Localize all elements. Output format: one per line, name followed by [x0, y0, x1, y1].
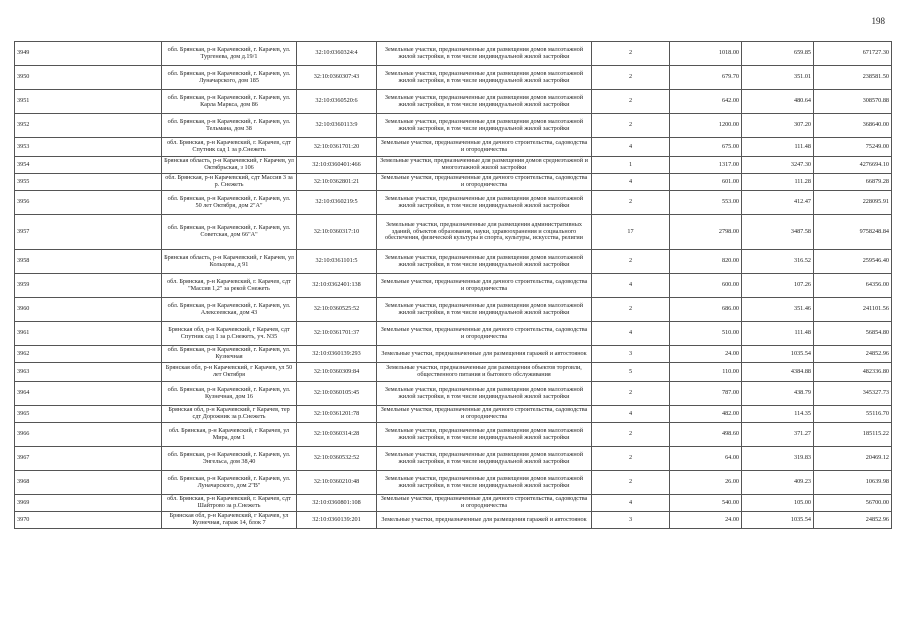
- group-cell: 2: [592, 250, 670, 274]
- table-row: [15, 406, 892, 423]
- row-number: 3951: [15, 90, 162, 114]
- address-cell: обл. Брянская, р-н Карачевский, г. Карачев, ул. Тургенева, дом д.19/1: [162, 42, 297, 66]
- row-number: 3950: [15, 66, 162, 90]
- specific-value-cell: 351.46: [742, 298, 814, 322]
- address-cell: Брянская область, р-н Карачевский, г Карачев, ул Кольцова, д 91: [162, 250, 297, 274]
- cadastral-value-cell: 671727.30: [814, 42, 892, 66]
- row-number: 3968: [15, 471, 162, 495]
- table-row: [15, 191, 892, 215]
- cadastral-value-cell: 9758248.84: [814, 215, 892, 250]
- land-use-cell: Земельные участки, предназначенные для размещения домов малоэтажной жилой застройки, в том числе индивидуальной жилой застройки: [377, 447, 592, 471]
- group-cell: 1: [592, 157, 670, 174]
- cadastral-number-cell: 32:10:0360309:84: [297, 363, 377, 382]
- area-cell: 64.00: [670, 447, 742, 471]
- table-row: [15, 138, 892, 157]
- land-use-cell: Земельные участки, предназначенные для дачного строительства, садоводства и огородничества: [377, 322, 592, 346]
- row-number: 3967: [15, 447, 162, 471]
- group-cell: 2: [592, 114, 670, 138]
- cadastral-value-cell: 259546.40: [814, 250, 892, 274]
- group-cell: 2: [592, 382, 670, 406]
- cadastral-number-cell: 32:10:0360139:201: [297, 512, 377, 529]
- row-number: 3961: [15, 322, 162, 346]
- table-row: [15, 66, 892, 90]
- area-cell: 600.00: [670, 274, 742, 298]
- specific-value-cell: 480.64: [742, 90, 814, 114]
- address-cell: обл. Брянская, р-н Карачевский, г. Карачев, ул. Кузнечная: [162, 346, 297, 363]
- specific-value-cell: 111.28: [742, 174, 814, 191]
- area-cell: 510.00: [670, 322, 742, 346]
- cadastral-value-cell: 24852.96: [814, 512, 892, 529]
- land-use-cell: Земельные участки, предназначенные для размещения домов малоэтажной жилой застройки, в том числе индивидуальной жилой застройки: [377, 90, 592, 114]
- table-row: [15, 322, 892, 346]
- cadastral-number-cell: 32:10:0360317:10: [297, 215, 377, 250]
- specific-value-cell: 659.85: [742, 42, 814, 66]
- address-cell: обл. Брянская, р-н Карачевский, г. Карачев, сдт Спутник сад 1 за р.Снежеть: [162, 138, 297, 157]
- land-use-cell: Земельные участки, предназначенные для размещения гаражей и автостоянок: [377, 346, 592, 363]
- cadastral-number-cell: 32:10:0360324:4: [297, 42, 377, 66]
- row-number: 3960: [15, 298, 162, 322]
- specific-value-cell: 371.27: [742, 423, 814, 447]
- area-cell: 482.00: [670, 406, 742, 423]
- address-cell: Брянская обл, р-н Карачевский, г Карачев, ул 50 лет Октября: [162, 363, 297, 382]
- cadastral-value-cell: 20469.12: [814, 447, 892, 471]
- table-row: [15, 42, 892, 66]
- land-use-cell: Земельные участки, предназначенные для размещения домов малоэтажной жилой застройки, в том числе индивидуальной жилой застройки: [377, 471, 592, 495]
- address-cell: обл. Брянская, р-н Карачевский, г. Карачев, сдт Шайтрово за р.Снежеть: [162, 495, 297, 512]
- address-cell: обл. Брянская, р-н Карачевский, г. Карачев, ул. Тельмана, дом 38: [162, 114, 297, 138]
- row-number: 3970: [15, 512, 162, 529]
- area-cell: 1018.00: [670, 42, 742, 66]
- area-cell: 1317.00: [670, 157, 742, 174]
- row-number: 3966: [15, 423, 162, 447]
- row-number: 3965: [15, 406, 162, 423]
- group-cell: 2: [592, 471, 670, 495]
- table-row: [15, 363, 892, 382]
- cadastral-number-cell: 32:10:0360307:43: [297, 66, 377, 90]
- cadastral-value-cell: 75249.00: [814, 138, 892, 157]
- land-use-cell: Земельные участки, предназначенные для дачного строительства, садоводства и огородничества: [377, 495, 592, 512]
- page-number: 198: [871, 16, 885, 26]
- area-cell: 540.00: [670, 495, 742, 512]
- specific-value-cell: 316.52: [742, 250, 814, 274]
- table-row: [15, 471, 892, 495]
- group-cell: 5: [592, 363, 670, 382]
- cadastral-number-cell: 32:10:0361201:78: [297, 406, 377, 423]
- address-cell: обл. Брянская, р-н Карачевский, сдт Массив 3 за р. Снежеть: [162, 174, 297, 191]
- specific-value-cell: 319.83: [742, 447, 814, 471]
- land-use-cell: Земельные участки, предназначенные для размещения домов малоэтажной жилой застройки, в том числе индивидуальной жилой застройки: [377, 42, 592, 66]
- cadastral-value-cell: 308570.88: [814, 90, 892, 114]
- specific-value-cell: 1035.54: [742, 346, 814, 363]
- cadastral-value-cell: 55116.70: [814, 406, 892, 423]
- land-use-cell: Земельные участки, предназначенные для размещения домов малоэтажной жилой застройки, в том числе индивидуальной жилой застройки: [377, 191, 592, 215]
- cadastral-value-cell: 56700.00: [814, 495, 892, 512]
- land-use-cell: Земельные участки, предназначенные для дачного строительства, садоводства и огородничества: [377, 406, 592, 423]
- address-cell: Брянская обл, р-н Карачевский, г Карачев, ул Кузнечная, гараж 14, блок 7: [162, 512, 297, 529]
- area-cell: 24.00: [670, 346, 742, 363]
- row-number: 3962: [15, 346, 162, 363]
- cadastral-number-cell: 32:10:0360113:9: [297, 114, 377, 138]
- specific-value-cell: 111.48: [742, 138, 814, 157]
- cadastral-number-cell: 32:10:0361101:5: [297, 250, 377, 274]
- area-cell: 787.00: [670, 382, 742, 406]
- cadastral-number-cell: 32:10:0362401:138: [297, 274, 377, 298]
- row-number: 3954: [15, 157, 162, 174]
- table-row: [15, 512, 892, 529]
- address-cell: обл. Брянская, р-н Карачевский, г. Карачев, ул. Кузнечная, дом 16: [162, 382, 297, 406]
- group-cell: 4: [592, 174, 670, 191]
- cadastral-number-cell: 32:10:0360105:45: [297, 382, 377, 406]
- group-cell: 2: [592, 298, 670, 322]
- group-cell: 4: [592, 274, 670, 298]
- specific-value-cell: 3247.30: [742, 157, 814, 174]
- cadastral-number-cell: 32:10:0360219:5: [297, 191, 377, 215]
- cadastral-number-cell: 32:10:0361701:37: [297, 322, 377, 346]
- group-cell: 2: [592, 90, 670, 114]
- group-cell: 3: [592, 512, 670, 529]
- cadastral-value-cell: 345327.73: [814, 382, 892, 406]
- row-number: 3952: [15, 114, 162, 138]
- area-cell: 553.00: [670, 191, 742, 215]
- cadastral-value-cell: 56854.80: [814, 322, 892, 346]
- cadastral-number-cell: 32:10:0360801:108: [297, 495, 377, 512]
- land-use-cell: Земельные участки, предназначенные для дачного строительства, садоводства и огородничества: [377, 174, 592, 191]
- address-cell: обл. Брянская, р-н Карачевский, г. Карачев, сдт "Массив 1,2" за рекой Снежеть: [162, 274, 297, 298]
- area-cell: 110.00: [670, 363, 742, 382]
- cadastral-number-cell: 32:10:0360532:52: [297, 447, 377, 471]
- address-cell: обл. Брянская, р-н Карачевский, г. Карачев, ул. Советская, дом 66"А": [162, 215, 297, 250]
- group-cell: 2: [592, 66, 670, 90]
- cadastral-value-cell: 66879.28: [814, 174, 892, 191]
- table-row: [15, 90, 892, 114]
- land-use-cell: Земельные участки, предназначенные для размещения гаражей и автостоянок: [377, 512, 592, 529]
- cadastral-number-cell: 32:10:0360520:6: [297, 90, 377, 114]
- area-cell: 498.60: [670, 423, 742, 447]
- address-cell: обл. Брянская, р-н Карачевский, г. Карачев, ул. Алексеевская, дом 43: [162, 298, 297, 322]
- specific-value-cell: 4384.88: [742, 363, 814, 382]
- address-cell: обл. Брянская, р-н Карачевский, г. Карачев, ул. Луначарского, дом 2"В": [162, 471, 297, 495]
- cadastral-number-cell: 32:10:0360139:293: [297, 346, 377, 363]
- cadastral-value-cell: 185115.22: [814, 423, 892, 447]
- land-use-cell: Земельные участки, предназначенные для размещения домов малоэтажной жилой застройки, в том числе индивидуальной жилой застройки: [377, 298, 592, 322]
- address-cell: обл. Брянская, р-н Карачевский, г. Карачев, ул. 50 лет Октября, дом 2"А": [162, 191, 297, 215]
- area-cell: 26.00: [670, 471, 742, 495]
- cadastral-value-table: [14, 41, 892, 529]
- row-number: 3956: [15, 191, 162, 215]
- group-cell: 4: [592, 322, 670, 346]
- table-row: [15, 447, 892, 471]
- cadastral-value-cell: 4276694.10: [814, 157, 892, 174]
- cadastral-value-cell: 228095.91: [814, 191, 892, 215]
- land-use-cell: Земельные участки, предназначенные для размещения домов малоэтажной жилой застройки, в том числе индивидуальной жилой застройки: [377, 423, 592, 447]
- row-number: 3963: [15, 363, 162, 382]
- row-number: 3959: [15, 274, 162, 298]
- row-number: 3955: [15, 174, 162, 191]
- specific-value-cell: 107.26: [742, 274, 814, 298]
- table-row: [15, 250, 892, 274]
- cadastral-value-cell: 238581.50: [814, 66, 892, 90]
- cadastral-value-cell: 64356.00: [814, 274, 892, 298]
- area-cell: 1200.00: [670, 114, 742, 138]
- land-use-cell: Земельные участки, предназначенные для размещения домов малоэтажной жилой застройки, в том числе индивидуальной жилой застройки: [377, 382, 592, 406]
- area-cell: 686.00: [670, 298, 742, 322]
- specific-value-cell: 114.35: [742, 406, 814, 423]
- row-number: 3957: [15, 215, 162, 250]
- land-use-cell: Земельные участки, предназначенные для размещения домов малоэтажной жилой застройки, в том числе индивидуальной жилой застройки: [377, 66, 592, 90]
- area-cell: 642.00: [670, 90, 742, 114]
- area-cell: 24.00: [670, 512, 742, 529]
- area-cell: 675.00: [670, 138, 742, 157]
- area-cell: 820.00: [670, 250, 742, 274]
- group-cell: 2: [592, 447, 670, 471]
- specific-value-cell: 105.00: [742, 495, 814, 512]
- table-row: [15, 346, 892, 363]
- cadastral-number-cell: 32:10:0360401:466: [297, 157, 377, 174]
- group-cell: 4: [592, 138, 670, 157]
- address-cell: обл. Брянская, р-н Карачевский, г. Карачев, ул. Луначарского, дом 185: [162, 66, 297, 90]
- specific-value-cell: 111.48: [742, 322, 814, 346]
- cadastral-number-cell: 32:10:0360314:28: [297, 423, 377, 447]
- address-cell: обл. Брянская, р-н Карачевский, г. Карачев, ул. Карла Маркса, дом 86: [162, 90, 297, 114]
- specific-value-cell: 1035.54: [742, 512, 814, 529]
- group-cell: 2: [592, 42, 670, 66]
- row-number: 3949: [15, 42, 162, 66]
- area-cell: 2798.00: [670, 215, 742, 250]
- land-use-cell: Земельные участки, предназначенные для дачного строительства, садоводства и огородничества: [377, 138, 592, 157]
- cadastral-value-cell: 24852.96: [814, 346, 892, 363]
- specific-value-cell: 409.23: [742, 471, 814, 495]
- table-row: [15, 157, 892, 174]
- row-number: 3969: [15, 495, 162, 512]
- table-row: [15, 274, 892, 298]
- group-cell: 2: [592, 191, 670, 215]
- land-use-cell: Земельные участки, предназначенные для дачного строительства, садоводства и огородничества: [377, 274, 592, 298]
- specific-value-cell: 412.47: [742, 191, 814, 215]
- group-cell: 3: [592, 346, 670, 363]
- group-cell: 4: [592, 406, 670, 423]
- group-cell: 17: [592, 215, 670, 250]
- cadastral-value-cell: 482336.80: [814, 363, 892, 382]
- land-use-cell: Земельные участки, предназначенные для размещения домов малоэтажной жилой застройки, в том числе индивидуальной жилой застройки: [377, 114, 592, 138]
- address-cell: обл. Брянская, р-н Карачевский, г. Карачев, ул. Энгельса, дом 38,40: [162, 447, 297, 471]
- row-number: 3953: [15, 138, 162, 157]
- area-cell: 601.00: [670, 174, 742, 191]
- table-row: [15, 114, 892, 138]
- land-use-cell: Земельные участки, предназначенные для размещения домов среднеэтажной и многоэтажной жилой застройки: [377, 157, 592, 174]
- specific-value-cell: 438.79: [742, 382, 814, 406]
- address-cell: Брянская обл, р-н Карачевский, г Карачев, тер сдт Дорожник за р.Снежеть: [162, 406, 297, 423]
- specific-value-cell: 351.01: [742, 66, 814, 90]
- land-use-cell: Земельные участки, предназначенные для размещения домов малоэтажной жилой застройки, в том числе индивидуальной жилой застройки: [377, 250, 592, 274]
- group-cell: 2: [592, 423, 670, 447]
- specific-value-cell: 3487.58: [742, 215, 814, 250]
- cadastral-number-cell: 32:10:0361701:20: [297, 138, 377, 157]
- group-cell: 4: [592, 495, 670, 512]
- table-row: [15, 174, 892, 191]
- cadastral-number-cell: 32:10:0360525:52: [297, 298, 377, 322]
- cadastral-value-cell: 241101.56: [814, 298, 892, 322]
- cadastral-value-cell: 368640.00: [814, 114, 892, 138]
- land-use-cell: Земельные участки, предназначенные для размещения административных зданий, объектов образования, науки, здравоохранения и социального обеспечения, физической культуры и спорта, культуры, искусства, религии: [377, 215, 592, 250]
- cadastral-number-cell: 32:10:0360210:48: [297, 471, 377, 495]
- table-row: [15, 215, 892, 250]
- address-cell: обл. Брянская, р-н Карачевский, г Карачев, ул Мира, дом 1: [162, 423, 297, 447]
- land-use-cell: Земельные участки, предназначенные для размещения объектов торговли, общественного питания и бытового обслуживания: [377, 363, 592, 382]
- address-cell: Брянская обл, р-н Карачевский, г Карачев, сдт Спутник сад 1 за р.Снежеть, уч. N35: [162, 322, 297, 346]
- address-cell: Брянская область, р-н Карачевский, г Карачев, ул Октябрьская, з 106: [162, 157, 297, 174]
- table-row: [15, 382, 892, 406]
- cadastral-value-cell: 10639.98: [814, 471, 892, 495]
- table-row: [15, 298, 892, 322]
- cadastral-number-cell: 32:10:0362801:21: [297, 174, 377, 191]
- specific-value-cell: 307.20: [742, 114, 814, 138]
- area-cell: 679.70: [670, 66, 742, 90]
- row-number: 3964: [15, 382, 162, 406]
- table-row: [15, 423, 892, 447]
- table-row: [15, 495, 892, 512]
- row-number: 3958: [15, 250, 162, 274]
